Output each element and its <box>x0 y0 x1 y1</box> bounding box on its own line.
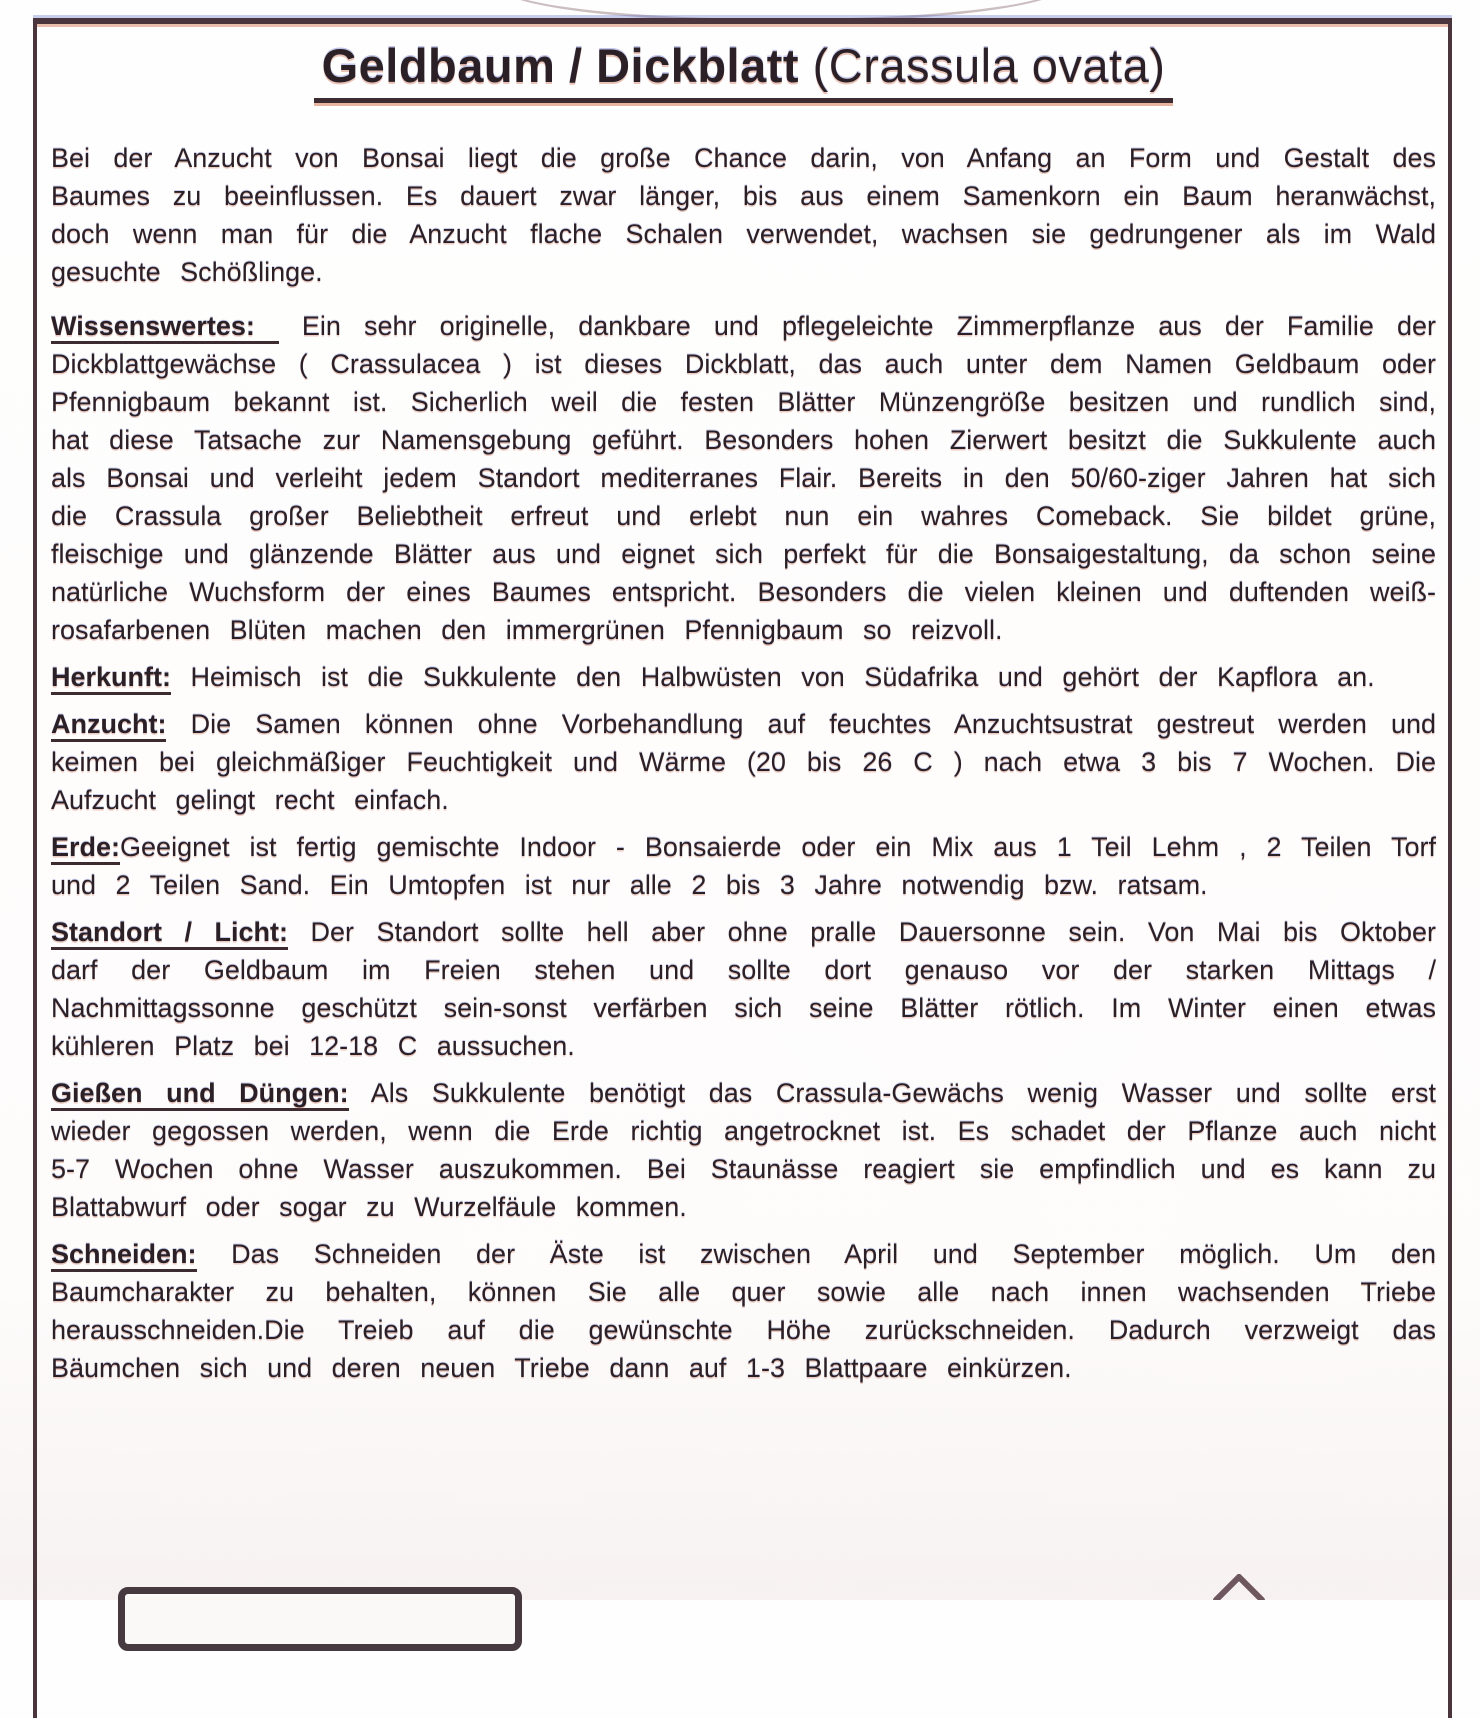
section-label-schneiden: Schneiden: <box>51 1239 197 1272</box>
triangle-tip-icon <box>1212 1574 1268 1600</box>
section-standort-licht <box>51 913 1436 1065</box>
section-label-anzucht: Anzucht: <box>51 709 166 742</box>
section-erde <box>51 828 1436 904</box>
section-schneiden <box>51 1235 1436 1387</box>
section-text-erde: Geeignet ist fertig gemischte Indoor - Bonsaierde oder ein Mix aus 1 Teil Lehm , 2 Teilen Torf und 2 Teilen Sand. Ein Umtopfen ist nur alle 2 bis 3 Jahre notwendig bzw. ratsam. <box>51 831 1436 900</box>
section-text-schneiden: Das Schneiden der Äste ist zwischen April und September möglich. Um den Baumcharakter zu behalten, können Sie alle quer sowie alle nach innen wachsenden Triebe herausschneiden.Die Treieb auf die gewünschte Höhe zurückschneiden. Dadurch verzweigt das Bäumchen sich und deren neuen Triebe dann auf 1-3 Blattpaare einkürzen. <box>51 1238 1436 1383</box>
section-label-herkunft: Herkunft: <box>51 662 171 695</box>
section-label-wissenswertes: Wissenswertes: <box>51 311 279 344</box>
section-text-standort-licht: Der Standort sollte hell aber ohne pralle Dauersonne sein. Von Mai bis Oktober darf der Geldbaum im Freien stehen und sollte dort genauso vor der starken Mittags / Nachmittagssonne geschützt sein-sonst verfärben sich seine Blätter rötlich. Im Winter einen etwas kühleren Platz bei 12-18 C aussuchen. <box>51 916 1436 1061</box>
section-wissenswertes <box>51 307 1436 649</box>
content-frame <box>33 18 1452 1718</box>
section-giessen-duengen <box>51 1074 1436 1226</box>
section-label-erde: Erde: <box>51 832 120 865</box>
title-main: Geldbaum / Dickblatt <box>321 39 800 92</box>
intro-paragraph: Bei der Anzucht von Bonsai liegt die große Chance darin, von Anfang an Form und Gestalt des Baumes zu beeinflussen. Es dauert zwar länger, bis aus einem Samenkorn ein Baum heranwächst, doch wenn man für die Anzucht flache Schalen verwendet, wachsen sie gedrungener als im Wald gesuchte Schößlinge. <box>51 142 1436 287</box>
section-text-anzucht: Die Samen können ohne Vorbehandlung auf feuchtes Anzuchtsustrat gestreut werden und keimen bei gleichmäßiger Feuchtigkeit und Wärme (20 bis 26 C ) nach etwa 3 bis 7 Wochen. Die Aufzucht gelingt recht einfach. <box>51 708 1436 815</box>
page-title <box>51 40 1436 103</box>
section-text-wissenswertes: Ein sehr originelle, dankbare und pflegeleichte Zimmerpflanze aus der Familie der Dickblattgewächse ( Crassulacea ) ist dieses Dickblatt, das auch unter dem Namen Geldbaum oder Pfennigbaum bekannt ist. Sicherlich weil die festen Blätter Münzengröße besitzen und rundlich sind, hat diese Tatsache zur Namensgebung geführt. Besonders hohen Zierwert besitzt die Sukkulente auch als Bonsai und verleiht jedem Standort mediterranes Flair. Bereits in den 50/60-ziger Jahren hat sich die Crassula großer Beliebtheit erfreut und erlebt nun ein wahres Comeback. Sie bildet grüne, fleischige und glänzende Blätter aus und eignet sich perfekt für die Bonsaigestaltung, da schon seine natürliche Wuchsform der eines Baumes entspricht. Besonders die vielen kleinen und duftenden weiß-rosafarbenen Blüten machen den immergrünen Pfennigbaum so reizvoll. <box>51 310 1436 645</box>
section-anzucht <box>51 705 1436 819</box>
section-label-giessen-duengen: Gießen und Düngen: <box>51 1078 349 1111</box>
section-label-standort-licht: Standort / Licht: <box>51 917 288 950</box>
next-section-box-partial <box>118 1587 522 1651</box>
section-herkunft <box>51 658 1436 696</box>
title-underline <box>314 40 1174 103</box>
title-botanical-name: (Crassula ovata) <box>799 39 1166 92</box>
section-text-giessen-duengen: Als Sukkulente benötigt das Crassula-Gewächs wenig Wasser und sollte erst wieder gegossen werden, wenn die Erde richtig angetrocknet ist. Es schadet der Pflanze auch nicht 5-7 Wochen ohne Wasser auszukommen. Bei Staunässe reagiert sie empfindlich und es kann zu Blattabwurf oder sogar zu Wurzelfäule kommen. <box>51 1077 1436 1222</box>
section-text-herkunft: Heimisch ist die Sukkulente den Halbwüsten von Südafrika und gehört der Kapflora an. <box>171 661 1375 692</box>
